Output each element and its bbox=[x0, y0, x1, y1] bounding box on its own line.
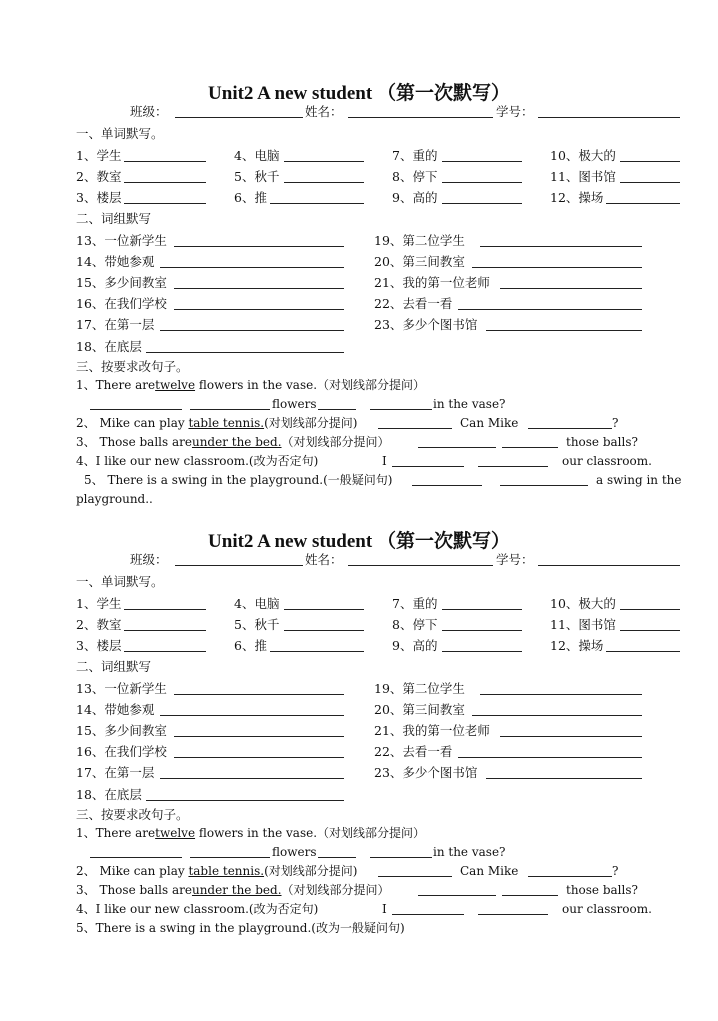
answer-blank[interactable] bbox=[418, 895, 496, 896]
word-item: 12、操场 bbox=[550, 638, 604, 653]
name-label: 姓名： bbox=[305, 552, 343, 567]
answer-blank[interactable] bbox=[284, 182, 364, 183]
answer-blank[interactable] bbox=[124, 609, 206, 610]
answer-blank[interactable] bbox=[606, 203, 680, 204]
underlined-part: table tennis. bbox=[188, 864, 265, 878]
answer-blank[interactable] bbox=[160, 330, 344, 331]
answer-blank[interactable] bbox=[500, 288, 642, 289]
phrase-item: 17、在第一层 bbox=[76, 317, 155, 332]
word-item: 3、楼层 bbox=[76, 638, 122, 653]
answer-blank[interactable] bbox=[412, 485, 482, 486]
word-item: 2、教室 bbox=[76, 617, 122, 632]
phrase-item: 14、带她参观 bbox=[76, 254, 155, 269]
answer-blank[interactable] bbox=[472, 267, 642, 268]
word-item: 4、电脑 bbox=[234, 148, 280, 163]
phrase-row bbox=[0, 700, 718, 720]
word-item: 11、图书馆 bbox=[550, 617, 616, 632]
answer-blank[interactable] bbox=[392, 914, 464, 915]
answer-blank[interactable] bbox=[90, 409, 182, 410]
phrase-item: 19、第二位学生 bbox=[374, 233, 465, 248]
answer-blank[interactable] bbox=[480, 694, 642, 695]
worksheet-bottom bbox=[0, 520, 718, 960]
phrase-item: 20、第三间教室 bbox=[374, 702, 465, 717]
underlined-part: table tennis. bbox=[188, 416, 265, 430]
word-item: 8、停下 bbox=[392, 617, 438, 632]
word-row bbox=[0, 188, 718, 208]
phrase-item: 23、多少个图书馆 bbox=[374, 317, 478, 332]
sentence-3: 3、 Those balls areunder the bed.（对划线部分提问） those balls? bbox=[76, 883, 638, 897]
answer-blank[interactable] bbox=[124, 161, 206, 162]
answer-blank[interactable] bbox=[190, 409, 270, 410]
underlined-part: twelve bbox=[155, 378, 196, 392]
phrase-row bbox=[0, 763, 718, 783]
part2-heading: 二、词组默写 bbox=[76, 211, 152, 226]
underlined-part: under the bed. bbox=[191, 435, 282, 449]
phrase-row bbox=[0, 721, 718, 741]
answer-blank[interactable] bbox=[124, 203, 206, 204]
phrase-row bbox=[0, 273, 718, 293]
answer-blank[interactable] bbox=[318, 409, 356, 410]
word-item: 1、学生 bbox=[76, 148, 122, 163]
answer-blank[interactable] bbox=[620, 161, 680, 162]
answer-blank[interactable] bbox=[270, 651, 364, 652]
sentence-5: 5、There is a swing in the playground.(改为一般疑问句) bbox=[76, 921, 405, 935]
word-item: 6、推 bbox=[234, 638, 267, 653]
answer-blank[interactable] bbox=[606, 651, 680, 652]
phrase-item: 13、一位新学生 bbox=[76, 681, 167, 696]
answer-blank[interactable] bbox=[458, 757, 642, 758]
answer-blank[interactable] bbox=[378, 428, 452, 429]
answer-blank[interactable] bbox=[528, 876, 612, 877]
answer-blank[interactable] bbox=[160, 778, 344, 779]
sentence-2: 2、 Mike can play table tennis.(对划线部分提问) Can Mike ? bbox=[76, 416, 619, 430]
sentence-1: 1、There aretwelve flowers in the vase.（对划线部分提问） bbox=[76, 378, 426, 392]
word-item: 12、操场 bbox=[550, 190, 604, 205]
phrase-item: 21、我的第一位老师 bbox=[374, 723, 490, 738]
sentence-4: 4、I like our new classroom.(改为否定句) I our classroom. bbox=[76, 454, 652, 468]
phrase-row bbox=[0, 679, 718, 699]
answer-blank[interactable] bbox=[500, 485, 588, 486]
phrase-item: 22、去看一看 bbox=[374, 744, 453, 759]
word-item: 7、重的 bbox=[392, 596, 438, 611]
class-blank[interactable] bbox=[175, 117, 303, 118]
answer-blank[interactable] bbox=[478, 466, 548, 467]
answer-blank[interactable] bbox=[284, 630, 364, 631]
sentence-3: 3、 Those balls areunder the bed.（对划线部分提问） those balls? bbox=[76, 435, 638, 449]
part1-heading: 一、单词默写。 bbox=[76, 126, 164, 141]
id-blank[interactable] bbox=[538, 117, 680, 118]
worksheet-title: Unit2 A new student （第一次默写） bbox=[208, 531, 510, 552]
part2-heading: 二、词组默写 bbox=[76, 659, 152, 674]
phrase-row bbox=[0, 294, 718, 314]
answer-blank[interactable] bbox=[442, 651, 522, 652]
phrase-item: 23、多少个图书馆 bbox=[374, 765, 478, 780]
answer-blank[interactable] bbox=[160, 715, 344, 716]
sentence-1: 1、There aretwelve flowers in the vase.（对划线部分提问） bbox=[76, 826, 426, 840]
answer-blank[interactable] bbox=[174, 757, 344, 758]
answer-blank[interactable] bbox=[370, 409, 432, 410]
answer-blank[interactable] bbox=[174, 309, 344, 310]
answer-blank[interactable] bbox=[124, 630, 206, 631]
phrase-item: 16、在我们学校 bbox=[76, 744, 167, 759]
word-item: 10、极大的 bbox=[550, 596, 616, 611]
word-item: 9、高的 bbox=[392, 638, 438, 653]
header-row bbox=[0, 102, 718, 122]
answer-blank[interactable] bbox=[478, 914, 548, 915]
id-blank[interactable] bbox=[538, 565, 680, 566]
phrase-item: 13、一位新学生 bbox=[76, 233, 167, 248]
worksheet-top bbox=[0, 72, 718, 512]
word-item: 6、推 bbox=[234, 190, 267, 205]
phrase-row bbox=[0, 337, 718, 357]
answer-blank[interactable] bbox=[160, 267, 344, 268]
word-item: 7、重的 bbox=[392, 148, 438, 163]
answer-blank[interactable] bbox=[124, 651, 206, 652]
answer-blank[interactable] bbox=[442, 161, 522, 162]
answer-blank[interactable] bbox=[174, 736, 344, 737]
phrase-row bbox=[0, 785, 718, 805]
word-item: 2、教室 bbox=[76, 169, 122, 184]
phrase-row bbox=[0, 742, 718, 762]
answer-blank[interactable] bbox=[270, 203, 364, 204]
phrase-item: 15、多少间教室 bbox=[76, 723, 167, 738]
name-blank[interactable] bbox=[348, 117, 493, 118]
word-item: 4、电脑 bbox=[234, 596, 280, 611]
phrase-item: 20、第三间教室 bbox=[374, 254, 465, 269]
sentence-4: 4、I like our new classroom.(改为否定句) I our classroom. bbox=[76, 902, 652, 916]
answer-blank[interactable] bbox=[486, 778, 642, 779]
answer-blank[interactable] bbox=[392, 466, 464, 467]
phrase-item: 15、多少间教室 bbox=[76, 275, 167, 290]
word-item: 5、秋千 bbox=[234, 169, 280, 184]
answer-blank[interactable] bbox=[620, 630, 680, 631]
phrase-item: 16、在我们学校 bbox=[76, 296, 167, 311]
answer-blank[interactable] bbox=[174, 246, 344, 247]
id-label: 学号： bbox=[496, 104, 534, 119]
phrase-row bbox=[0, 252, 718, 272]
word-item: 8、停下 bbox=[392, 169, 438, 184]
answer-blank[interactable] bbox=[146, 800, 344, 801]
word-row bbox=[0, 167, 718, 187]
header-row bbox=[0, 550, 718, 570]
answer-blank[interactable] bbox=[458, 309, 642, 310]
sentence-2: 2、 Mike can play table tennis.(对划线部分提问) Can Mike ? bbox=[76, 864, 619, 878]
answer-blank[interactable] bbox=[620, 609, 680, 610]
word-item: 5、秋千 bbox=[234, 617, 280, 632]
answer-blank[interactable] bbox=[90, 857, 182, 858]
answer-blank[interactable] bbox=[486, 330, 642, 331]
answer-blank[interactable] bbox=[442, 182, 522, 183]
word-row bbox=[0, 594, 718, 614]
answer-blank[interactable] bbox=[442, 203, 522, 204]
word-row bbox=[0, 615, 718, 635]
phrase-item: 17、在第一层 bbox=[76, 765, 155, 780]
answer-blank[interactable] bbox=[378, 876, 452, 877]
part1-heading: 一、单词默写。 bbox=[76, 574, 164, 589]
sentence-1-answer: flowers in the vase? bbox=[0, 842, 718, 862]
answer-blank[interactable] bbox=[528, 428, 612, 429]
answer-blank[interactable] bbox=[284, 161, 364, 162]
answer-blank[interactable] bbox=[500, 736, 642, 737]
answer-blank[interactable] bbox=[502, 895, 558, 896]
answer-blank[interactable] bbox=[174, 694, 344, 695]
sentence-5: 5、 There is a swing in the playground.(一般疑问句) a swing in the bbox=[84, 473, 682, 487]
part3-heading: 三、按要求改句子。 bbox=[76, 359, 189, 374]
phrase-item: 14、带她参观 bbox=[76, 702, 155, 717]
answer-blank[interactable] bbox=[418, 447, 496, 448]
answer-blank[interactable] bbox=[318, 857, 356, 858]
underlined-part: twelve bbox=[155, 826, 196, 840]
answer-blank[interactable] bbox=[174, 288, 344, 289]
phrase-row bbox=[0, 231, 718, 251]
word-item: 3、楼层 bbox=[76, 190, 122, 205]
phrase-item: 19、第二位学生 bbox=[374, 681, 465, 696]
answer-blank[interactable] bbox=[124, 182, 206, 183]
answer-blank[interactable] bbox=[284, 609, 364, 610]
answer-blank[interactable] bbox=[620, 182, 680, 183]
answer-blank[interactable] bbox=[480, 246, 642, 247]
word-item: 11、图书馆 bbox=[550, 169, 616, 184]
answer-blank[interactable] bbox=[442, 609, 522, 610]
phrase-row bbox=[0, 315, 718, 335]
id-label: 学号： bbox=[496, 552, 534, 567]
word-item: 1、学生 bbox=[76, 596, 122, 611]
word-item: 10、极大的 bbox=[550, 148, 616, 163]
class-blank[interactable] bbox=[175, 565, 303, 566]
phrase-item: 21、我的第一位老师 bbox=[374, 275, 490, 290]
word-row bbox=[0, 636, 718, 656]
word-row bbox=[0, 146, 718, 166]
sentence-1-answer: flowers in the vase? bbox=[0, 394, 718, 414]
class-label: 班级： bbox=[130, 104, 168, 119]
phrase-item: 18、在底层 bbox=[76, 787, 142, 802]
part3-heading: 三、按要求改句子。 bbox=[76, 807, 189, 822]
worksheet-title: Unit2 A new student （第一次默写） bbox=[208, 83, 510, 104]
answer-blank[interactable] bbox=[442, 630, 522, 631]
phrase-item: 18、在底层 bbox=[76, 339, 142, 354]
answer-blank[interactable] bbox=[146, 352, 344, 353]
class-label: 班级： bbox=[130, 552, 168, 567]
answer-blank[interactable] bbox=[190, 857, 270, 858]
answer-blank[interactable] bbox=[370, 857, 432, 858]
answer-blank[interactable] bbox=[502, 447, 558, 448]
underlined-part: under the bed. bbox=[191, 883, 282, 897]
word-item: 9、高的 bbox=[392, 190, 438, 205]
name-blank[interactable] bbox=[348, 565, 493, 566]
sentence-5-cont: playground.. bbox=[76, 492, 153, 506]
name-label: 姓名： bbox=[305, 104, 343, 119]
phrase-item: 22、去看一看 bbox=[374, 296, 453, 311]
answer-blank[interactable] bbox=[472, 715, 642, 716]
